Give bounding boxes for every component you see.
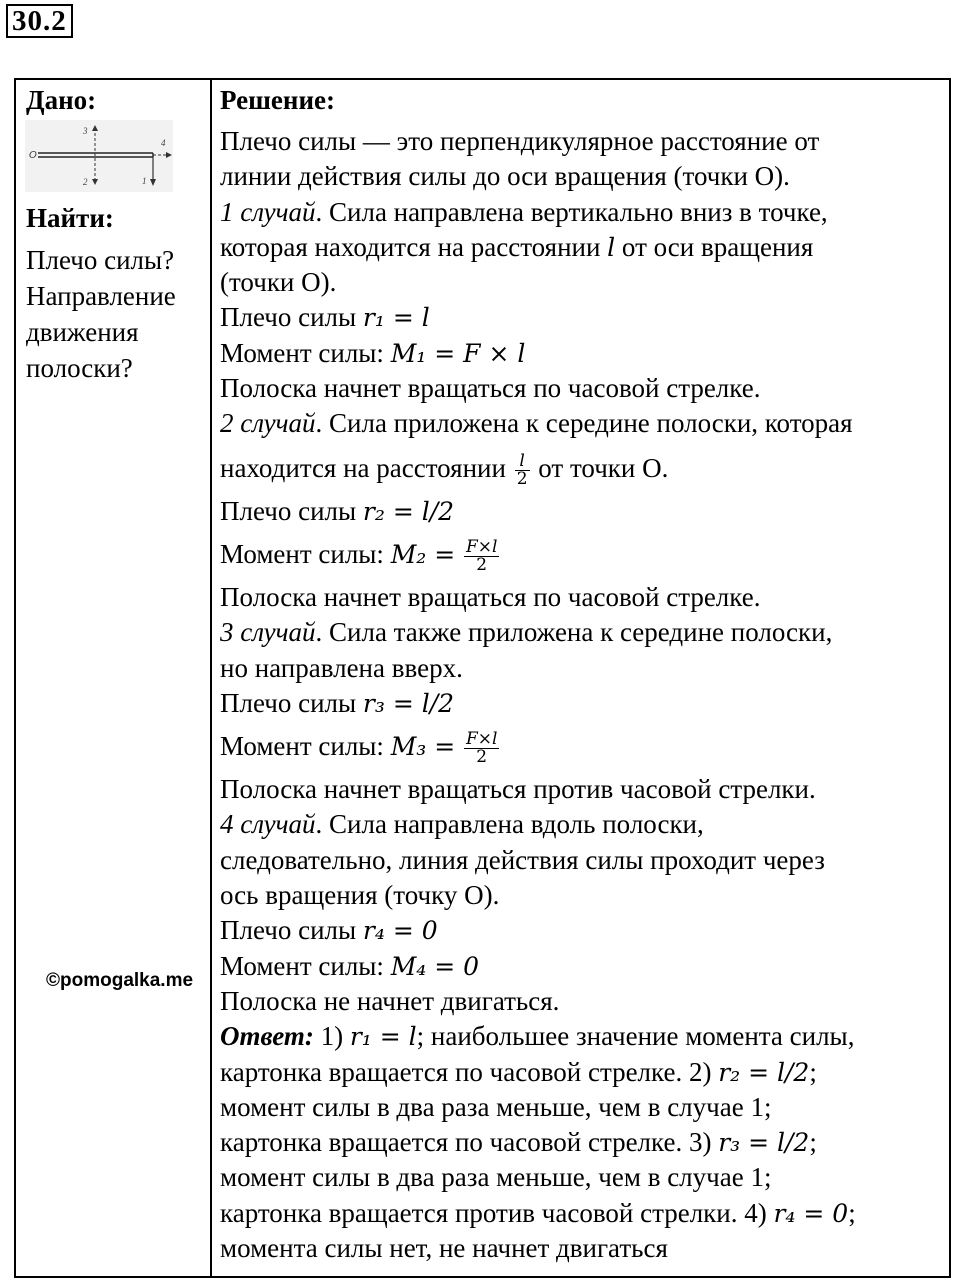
- solution-body: [220, 124, 950, 1266]
- arm-formula: r₃ = l/2: [362, 688, 455, 718]
- arrow3-label: 3: [83, 126, 88, 136]
- case3-line: 3 случай. Сила также приложена к середине полоски,: [220, 617, 833, 648]
- find-heading: Найти:: [26, 203, 114, 233]
- solution-column: [220, 80, 950, 1276]
- case4-arm: Плечо силы r₄ = 0: [220, 915, 438, 946]
- intro-line: Плечо силы — это перпендикулярное расстояние от: [220, 126, 820, 156]
- answer-line: момент силы в два раза меньше, чем в случае 1;: [220, 1091, 772, 1122]
- arrow1-label: 1: [142, 176, 147, 186]
- case2-moment: Момент силы: M₂ = $\frac{F\times l}{2}$: [220, 537, 498, 576]
- case1-line: которая находится на расстоянии l от оси вращения: [220, 231, 814, 262]
- answer-line: картонка вращается по часовой стрелке. 3) r₃ = l/2;: [220, 1127, 817, 1158]
- case2-arm: Плечо силы r₂ = l/2: [220, 495, 455, 526]
- case2-title: 2 случай: [220, 408, 316, 439]
- given-heading: Дано:: [26, 85, 97, 115]
- moment-formula: M₁ = F × l: [390, 338, 526, 368]
- solution-heading: Решение:: [220, 85, 335, 115]
- case4-line: 4 случай. Сила направлена вдоль полоски,: [220, 809, 704, 840]
- case4-line: следовательно, линия действия силы проходит через: [220, 844, 825, 875]
- case1-line: [220, 195, 950, 230]
- moment-formula: M₄ = 0: [390, 951, 480, 981]
- answer-line: Ответ: 1) r₁ = l; наибольшее значение момента силы,: [220, 1021, 855, 1052]
- case1-arm: Плечо силы r₁ = l: [220, 302, 430, 333]
- case1-title: 1 случай: [220, 196, 316, 227]
- intro-line: линии действия силы до оси вращения (точки O).: [220, 161, 790, 192]
- case4-title: 4 случай: [220, 809, 316, 840]
- column-divider: [210, 80, 212, 1276]
- case2-line: 2 случай. Сила приложена к середине полоски, которая: [220, 408, 853, 439]
- origin-label: O: [29, 150, 37, 161]
- case3-title: 3 случай: [220, 617, 316, 648]
- case3-line: но направлена вверх.: [220, 652, 463, 683]
- answer-line: картонка вращается по часовой стрелке. 2) r₂ = l/2;: [220, 1056, 817, 1087]
- arrow4-label: 4: [161, 138, 166, 148]
- arrow2-label: 2: [83, 177, 88, 187]
- arm-formula: r₂ = l/2: [362, 496, 455, 526]
- given-find-column: [16, 80, 210, 1276]
- find-line: Плечо силы?: [26, 245, 175, 275]
- case4-result: Полоска не начнет двигаться.: [220, 985, 560, 1016]
- case3-arm: Плечо силы r₃ = l/2: [220, 687, 455, 718]
- arm-formula: r₁ = l: [362, 303, 430, 333]
- variable-l: l: [607, 232, 616, 262]
- fraction-l-over-2: $\frac{l}{2}$: [516, 450, 528, 489]
- find-list: [26, 242, 210, 386]
- case4-moment: Момент силы: M₄ = 0: [220, 950, 480, 981]
- case1-moment: Момент силы: M₁ = F × l: [220, 337, 526, 368]
- fraction-fl-over-2: $\frac{F\times l}{2}$: [465, 537, 498, 576]
- fraction-fl-over-2: $\frac{F\times l}{2}$: [465, 729, 498, 768]
- force-diagram-figure: [25, 120, 173, 192]
- problem-number: 30.2: [6, 4, 73, 38]
- arm-formula: r₄ = 0: [362, 916, 438, 946]
- case2-result: Полоска начнет вращаться по часовой стрелке.: [220, 581, 761, 612]
- case2-line: находится на расстоянии $\frac{l}{2}$ от точки O.: [220, 450, 669, 489]
- case1-line: (точки O).: [220, 267, 337, 298]
- solution-table: [14, 78, 951, 1278]
- case4-line: ось вращения (точку O).: [220, 880, 500, 911]
- answer-line: картонка вращается против часовой стрелки. 4) r₄ = 0;: [220, 1197, 856, 1228]
- find-line: полоски?: [26, 353, 133, 383]
- watermark: ©pomogalka.me: [46, 970, 194, 991]
- moment-lhs: M₃ =: [390, 732, 456, 762]
- case3-result: Полоска начнет вращаться против часовой стрелки.: [220, 774, 816, 805]
- answer-line: момент силы в два раза меньше, чем в случае 1;: [220, 1162, 772, 1193]
- find-line: движения: [26, 317, 139, 347]
- case1-text: . Сила направлена вертикально вниз в точке,: [315, 196, 828, 227]
- answer-line: момента силы нет, не начнет двигаться: [220, 1233, 668, 1264]
- moment-lhs: M₂ =: [390, 539, 456, 569]
- case3-moment: Момент силы: M₃ = $\frac{F\times l}{2}$: [220, 729, 498, 768]
- answer-label: Ответ:: [220, 1021, 314, 1052]
- case1-result: Полоска начнет вращаться по часовой стрелке.: [220, 373, 761, 404]
- find-line: Направление: [26, 281, 176, 311]
